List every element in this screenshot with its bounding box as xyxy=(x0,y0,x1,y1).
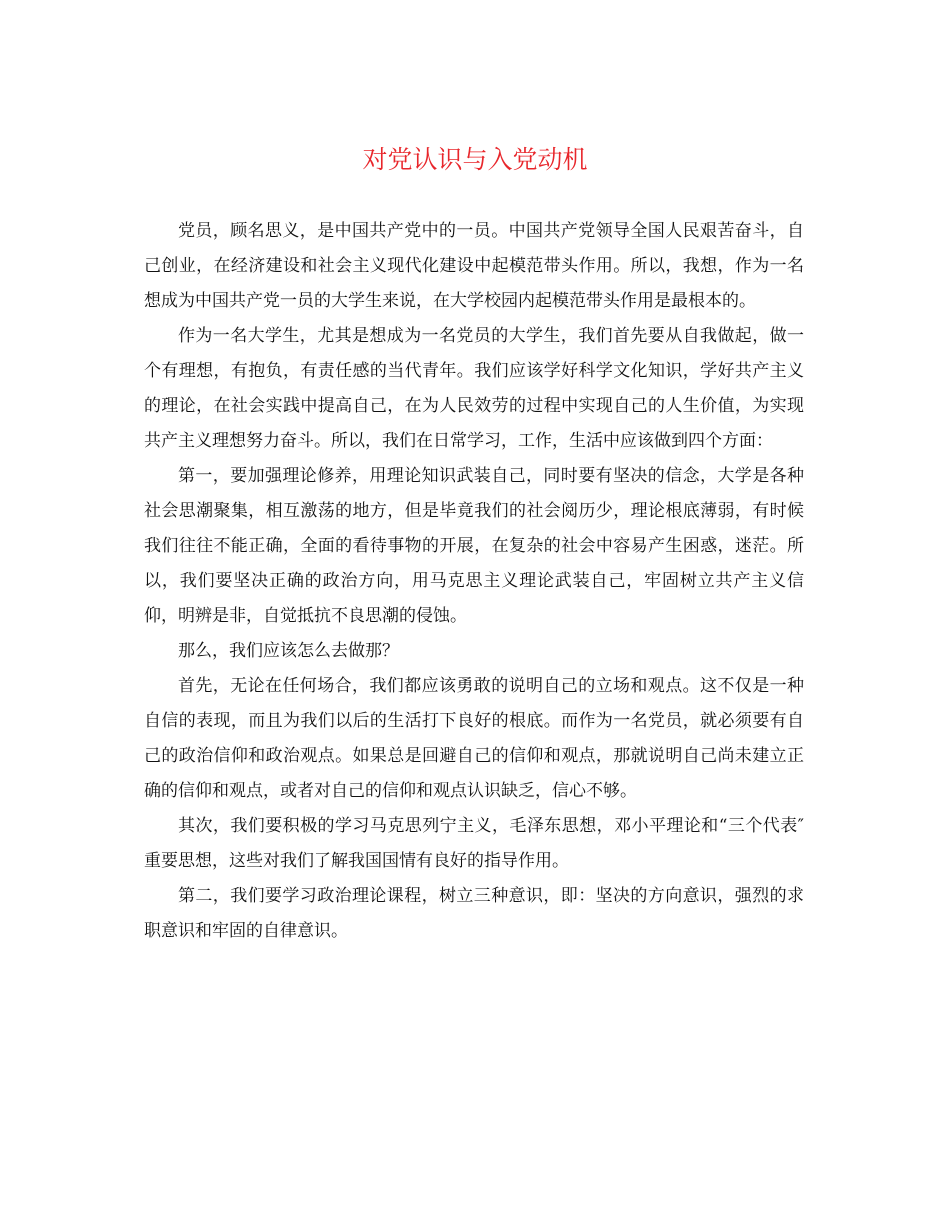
paragraph-4: 那么，我们应该怎么去做那？ xyxy=(178,641,399,661)
paragraph-2: 作为一名大学生，尤其是想成为一名党员的大学生，我们首先要从自我做起，做一个有理想，有抱负，有责任感的当代青年。我们应该学好科学文化知识，学好共产主义的理论，在社会实践中提高自己，在为人民效劳的过程中实现自己的人生价值，为实现共产主义理想努力奋斗。所以，我们在日常学习，工作，生活中应该做到四个方面： xyxy=(144,326,804,451)
document-body xyxy=(144,214,804,949)
document-title: 对党认识与入党动机 xyxy=(362,145,588,174)
paragraph-1: 党员，顾名思义，是中国共产党中的一员。中国共产党领导全国人民艰苦奋斗，自己创业，在经济建设和社会主义现代化建设中起模范带头作用。所以，我想，作为一名想成为中国共产党一员的大学生来说，在大学校园内起模范带头作用是最根本的。 xyxy=(144,221,804,311)
paragraph-7: 第二，我们要学习政治理论课程，树立三种意识，即：坚决的方向意识，强烈的求职意识和牢固的自律意识。 xyxy=(144,886,804,941)
paragraph-3: 第一，要加强理论修养，用理论知识武装自己，同时要有坚决的信念，大学是各种社会思潮聚集，相互激荡的地方，但是毕竟我们的社会阅历少，理论根底薄弱，有时候我们往往不能正确，全面的看待事物的开展，在复杂的社会中容易产生困惑，迷茫。所以，我们要坚决正确的政治方向，用马克思主义理论武装自己，牢固树立共产主义信仰，明辨是非，自觉抵抗不良思潮的侵蚀。 xyxy=(144,466,804,626)
paragraph-6: 其次，我们要积极的学习马克思列宁主义，毛泽东思想，邓小平理论和“三个代表″重要思想，这些对我们了解我国国情有良好的指导作用。 xyxy=(144,816,804,871)
paragraph-5: 首先，无论在任何场合，我们都应该勇敢的说明自己的立场和观点。这不仅是一种自信的表现，而且为我们以后的生活打下良好的根底。而作为一名党员，就必须要有自己的政治信仰和政治观点。如果总是回避自己的信仰和观点，那就说明自己尚未建立正确的信仰和观点，或者对自己的信仰和观点认识缺乏，信心不够。 xyxy=(144,676,804,801)
